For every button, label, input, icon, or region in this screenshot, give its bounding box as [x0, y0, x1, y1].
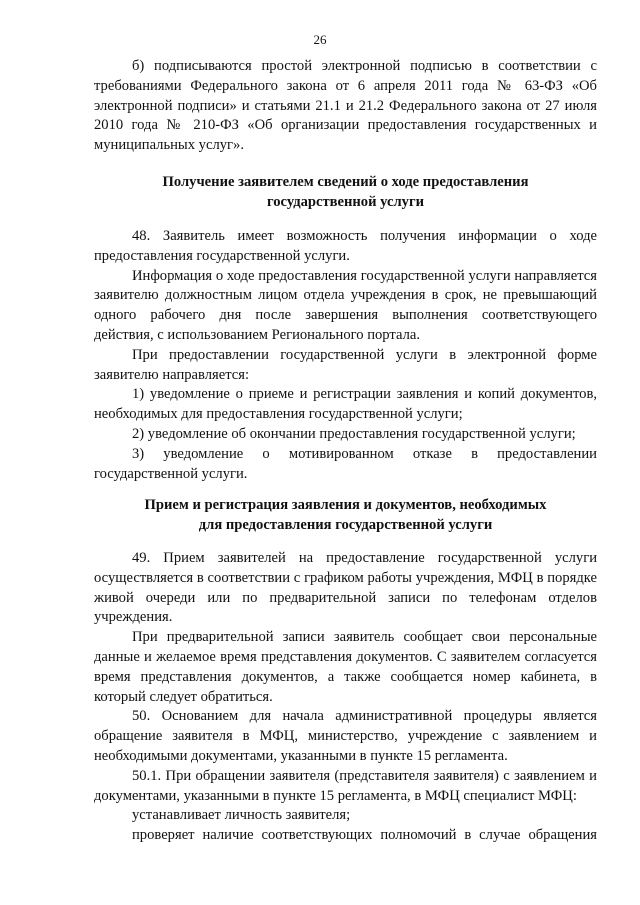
paragraph: б) подписываются простой электронной подписью в соответствии с требованиями Федерального закона от 6 апреля 2011 года № 63-ФЗ «Об электронной подписи» и статьями 21.1 и 21.2 Федерального закона от 27 июля 2010 года № 210-ФЗ «Об организации предоставления государственных и муниципальных услуг».	[94, 58, 597, 154]
top-paragraph-block	[94, 57, 597, 156]
heading-line: государственной услуги	[266, 193, 425, 210]
paragraph: При предоставлении государственной услуги в электронной форме заявителю направляется:	[94, 346, 597, 383]
heading-line: Получение заявителем сведений о ходе предоставления	[162, 174, 529, 190]
heading-line: для предоставления государственной услуги	[198, 516, 493, 533]
paragraph: 49. Прием заявителей на предоставление государственной услуги осуществляется в соответствии с графиком работы учреждения, МФЦ в порядке живой очереди или по предварительной записи по телефонам отделов учреждения.	[94, 550, 597, 626]
page-number: 26	[313, 32, 327, 47]
section-1-body	[94, 227, 597, 484]
heading-line: Прием и регистрация заявления и документов, необходимых	[144, 497, 547, 513]
paragraph: 2) уведомление об окончании предоставления государственной услуги;	[132, 425, 576, 442]
paragraph: 50. Основанием для начала административной процедуры является обращение заявителя в МФЦ, министерство, учреждение с заявлением и необходимыми документами, указанными в пункте 15 регламента.	[94, 708, 597, 764]
section-2-body	[94, 549, 597, 846]
paragraph: Информация о ходе предоставления государственной услуги направляется заявителю должностным лицом отдела учреждения в срок, не превышающий одного рабочего дня после завершения выполнения соответствующего действия, с использованием Регионального портала.	[94, 267, 597, 343]
section-heading-1	[94, 173, 597, 213]
paragraph: проверяет наличие соответствующих полномочий в случае обращения	[132, 827, 597, 844]
paragraph: 3) уведомление о мотивированном отказе в предоставлении государственной услуги.	[94, 445, 597, 482]
paragraph: 48. Заявитель имеет возможность получения информации о ходе предоставления государственной услуги.	[94, 228, 597, 264]
paragraph: устанавливает личность заявителя;	[132, 807, 351, 824]
paragraph: При предварительной записи заявитель сообщает свои персональные данные и желаемое время представления документов. С заявителем согласуется время представления документов, а также сообщается номер кабинета, в который следует обратиться.	[94, 629, 597, 705]
section-heading-2	[94, 496, 597, 536]
paragraph: 50.1. При обращении заявителя (представителя заявителя) с заявлением и документами, указанными в пункте 15 регламента, в МФЦ специалист МФЦ:	[94, 767, 597, 804]
paragraph: 1) уведомление о приеме и регистрации заявления и копий документов, необходимых для предоставления государственной услуги;	[94, 386, 597, 423]
